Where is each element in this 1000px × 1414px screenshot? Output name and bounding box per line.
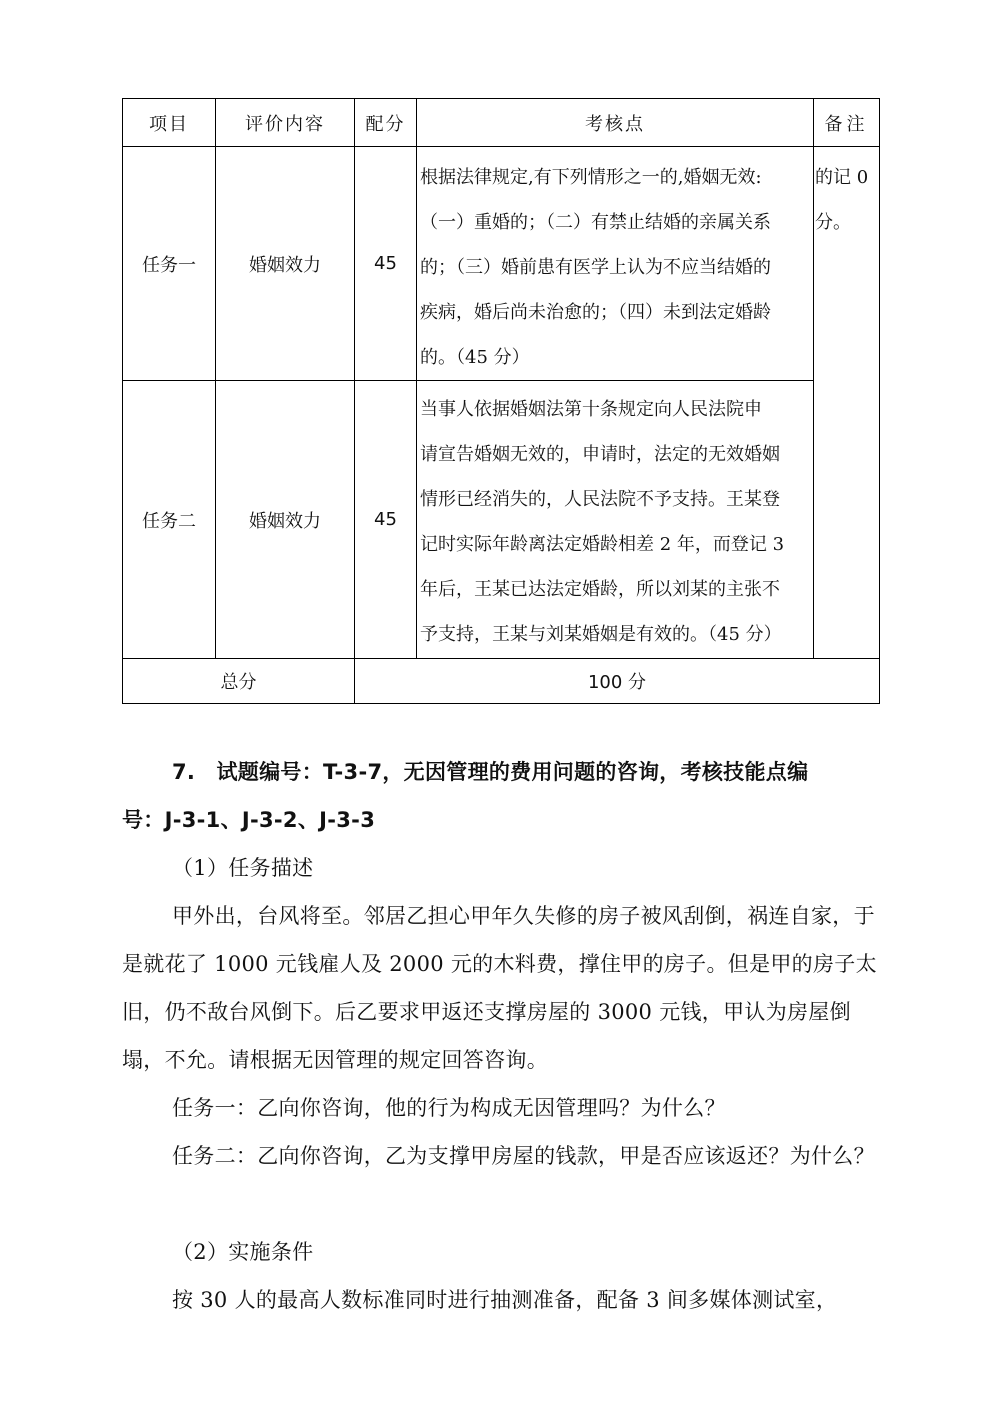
section-heading-conditions: （2）实施条件 bbox=[172, 1240, 314, 1264]
table-row bbox=[123, 381, 880, 659]
header-item: 项目 bbox=[123, 99, 216, 147]
header-content: 评价内容 bbox=[216, 99, 355, 147]
task-one-text: 任务一：乙向你咨询，他的行为构成无因管理吗？为什么？ bbox=[172, 1096, 726, 1120]
remark-line: 分。 bbox=[815, 212, 851, 233]
row-item: 任务一 bbox=[123, 147, 216, 381]
points-line: 的；（三）婚前患有医学上认为不应当结婚的 bbox=[420, 257, 771, 278]
row-points bbox=[417, 147, 814, 381]
points-line: （一）重婚的；（二）有禁止结婚的亲属关系 bbox=[420, 212, 771, 233]
grading-table bbox=[122, 98, 880, 704]
points-line: 予支持，王某与刘某婚姻是有效的。（45 分） bbox=[420, 624, 782, 645]
table-row bbox=[123, 147, 880, 381]
task-description-paragraph: 甲外出，台风将至。邻居乙担心甲年久失修的房子被风刮倒，祸连自家，于是就花了 1000 元钱雇人及 2000 元的木料费，撑住甲的房子。但是甲的房子太旧，仍不敌台风倒下。后乙要求甲返还支撑房屋的 3000 元钱，甲认为房屋倒塌，不允。请根据无因管理的规定回答咨询。 bbox=[122, 904, 877, 1072]
points-line: 的。（45 分） bbox=[420, 347, 530, 368]
conditions-paragraph: 按 30 人的最高人数标准同时进行抽测准备，配备 3 间多媒体测试室， bbox=[172, 1288, 838, 1312]
points-line: 情形已经消失的，人民法院不予支持。王某登 bbox=[420, 489, 780, 510]
remark-cell bbox=[814, 147, 880, 659]
points-line: 记时实际年龄离法定婚龄相差 2 年，而登记 3 bbox=[420, 534, 785, 555]
points-line: 请宣告婚姻无效的，申请时，法定的无效婚姻 bbox=[420, 444, 780, 465]
points-line: 当事人依据婚姻法第十条规定向人民法院申 bbox=[420, 399, 762, 420]
question-title-line: 7. 试题编号：T-3-7，无因管理的费用问题的咨询，考核技能点编 bbox=[172, 760, 809, 784]
header-points: 考核点 bbox=[417, 99, 814, 147]
header-score: 配分 bbox=[355, 99, 417, 147]
row-score: 45 bbox=[355, 147, 417, 381]
total-label: 总分 bbox=[123, 659, 355, 704]
remark-line: 的记 0 bbox=[815, 167, 869, 188]
row-content: 婚姻效力 bbox=[216, 147, 355, 381]
question-title bbox=[122, 748, 892, 844]
table-header-row bbox=[123, 99, 880, 147]
points-line: 疾病，婚后尚未治愈的；（四）未到法定婚龄 bbox=[420, 302, 771, 323]
total-value: 100 分 bbox=[355, 659, 880, 704]
header-remark: 备注 bbox=[814, 99, 880, 147]
row-score: 45 bbox=[355, 381, 417, 659]
points-line: 年后，王某已达法定婚龄，所以刘某的主张不 bbox=[420, 579, 780, 600]
total-row bbox=[123, 659, 880, 704]
points-line: 根据法律规定,有下列情形之一的,婚姻无效: bbox=[420, 167, 762, 188]
row-item: 任务二 bbox=[123, 381, 216, 659]
task-two-text: 任务二：乙向你咨询，乙为支撑甲房屋的钱款，甲是否应该返还？为什么？ bbox=[172, 1144, 875, 1168]
question-title-line: 号：J-3-1、J-3-2、J-3-3 bbox=[122, 808, 376, 832]
row-content: 婚姻效力 bbox=[216, 381, 355, 659]
section-heading-task-description: （1）任务描述 bbox=[172, 856, 314, 880]
row-points bbox=[417, 381, 814, 659]
